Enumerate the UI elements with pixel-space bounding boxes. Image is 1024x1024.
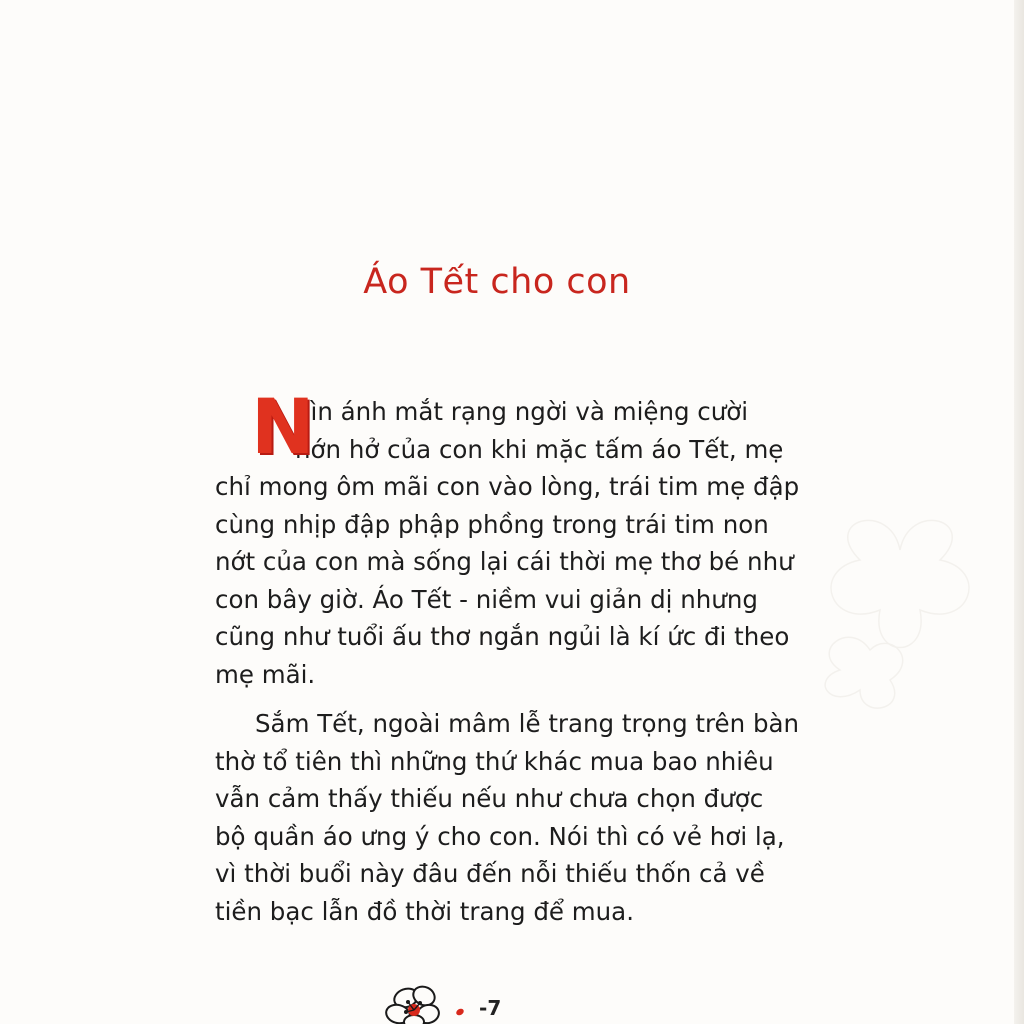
chapter-title: Áo Tết cho con: [363, 262, 631, 302]
text-line: mẹ mãi.: [215, 659, 316, 689]
page-number: -7: [479, 996, 502, 1020]
flower-watermark-icon: [800, 500, 1000, 760]
text-line: bộ quần áo ưng ý cho con. Nói thì có vẻ hơi lạ,: [215, 821, 785, 851]
body-text: [215, 382, 800, 930]
page-edge: [1014, 0, 1024, 1024]
text-line: con bây giờ. Áo Tết - niềm vui giản dị nhưng: [215, 584, 758, 614]
text-line: cũng như tuổi ấu thơ ngắn ngủi là kí ức đi theo: [215, 622, 790, 651]
page-number-value: 7: [487, 996, 502, 1020]
drop-cap: N: [251, 382, 315, 471]
text-line: nớt của con mà sống lại cái thời mẹ thơ bé như: [215, 547, 794, 576]
text-line: hớn hở của con khi mặc tấm áo Tết, mẹ: [295, 434, 784, 464]
text-line: vẫn cảm thấy thiếu nếu như chưa chọn được: [215, 784, 764, 813]
paragraph-2: [215, 705, 800, 930]
text-line: thờ tổ tiên thì những thứ khác mua bao nhiêu: [215, 746, 774, 776]
page-footer: [378, 976, 518, 1024]
text-line: hìn ánh mắt rạng ngời và miệng cười: [295, 397, 749, 426]
text-line: cùng nhịp đập phập phồng trong trái tim non: [215, 509, 769, 539]
text-line: chỉ mong ôm mãi con vào lòng, trái tim mẹ đập: [215, 472, 800, 501]
text-line: vì thời buổi này đâu đến nỗi thiếu thốn cả về: [215, 859, 765, 888]
apricot-blossom-icon: [378, 976, 478, 1024]
text-line: Sắm Tết, ngoài mâm lễ trang trọng trên bàn: [255, 709, 800, 738]
text-line: tiền bạc lẫn đồ thời trang để mua.: [215, 896, 634, 926]
